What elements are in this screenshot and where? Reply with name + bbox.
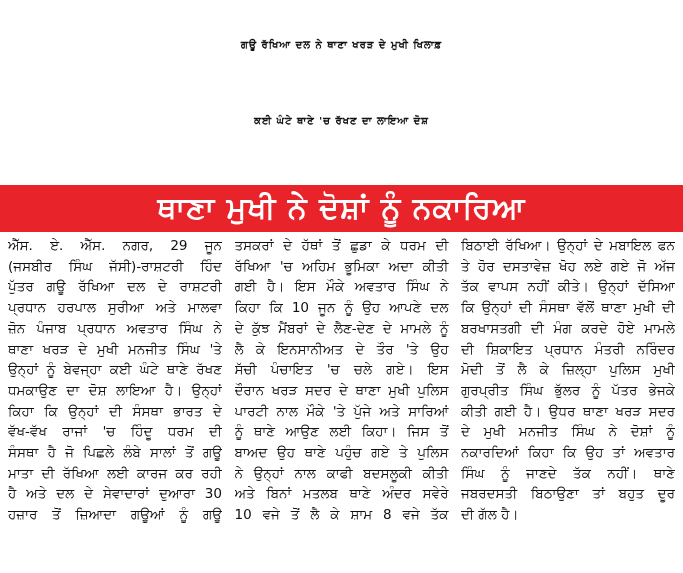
headline-line-2: ਕਈ ਘੰਟੇ ਥਾਣੇ 'ਚ ਰੱਖਣ ਦਾ ਲਾਇਆ ਦੋਸ਼ [254,116,429,127]
article-line: ਮਾਤਾ ਦੀ ਰੱਖਿਆ ਲਈ ਕਾਰਜ ਕਰ ਰਹੀ [8,465,222,482]
article-line: ਐੱਸ. ਏ. ਐੱਸ. ਨਗਰ, 29 ਜੂਨ [8,238,222,254]
headline-line-1: ਗਊ ਰੱਖਿਆ ਦਲ ਨੇ ਥਾਣਾ ਖਰੜ ਦੇ ਮੁਖੀ ਖਿਲਾਫ਼ [240,40,443,51]
article-line: ਪ੍ਰਧਾਨ ਹਰਪਾਲ ਸੁਰੀਆ ਅਤੇ ਮਾਲਵਾ [8,300,222,317]
article-line: ਨੂੰ ਥਾਣੇ ਆਉਣ ਲਈ ਕਿਹਾ। ਜਿਸ ਤੋਂ [234,424,449,441]
article-line: ਤਸਕਰਾਂ ਦੇ ਹੱਥਾਂ ਤੋਂ ਛੁਡਾ ਕੇ ਧਰਮ ਦੀ [234,238,449,254]
article-line: ਲੈ ਕੇ ਇਨਸਾਨੀਅਤ ਦੇ ਤੌਰ 'ਤੇ ਉਹ [234,341,449,358]
article-line: ਤੱਕ ਵਾਪਸ ਨਹੀਂ ਕੀਤੇ। ਉਨ੍ਹਾਂ ਦੱਸਿਆ [461,279,675,296]
subheadline: ਥਾਣਾ ਮੁਖੀ ਨੇ ਦੋਸ਼ਾਂ ਨੂੰ ਨਕਾਰਿਆ [157,191,526,226]
article-line: ਬਰਖਾਸਤਗੀ ਦੀ ਮੰਗ ਕਰਦੇ ਹੋਏ ਮਾਮਲੇ [461,320,675,337]
subheadline-banner [0,185,683,232]
article-line: ਬਾਅਦ ਉਹ ਥਾਣੇ ਪਹੁੰਚ ਗਏ ਤੇ ਪੁਲਿਸ [234,445,449,462]
article-line: ਜ਼ੋਨ ਪੰਜਾਬ ਪ੍ਰਧਾਨ ਅਵਤਾਰ ਸਿੰਘ ਨੇ [8,320,222,337]
article-line: ਗੁਰਪ੍ਰੀਤ ਸਿੰਘ ਭੁੱਲਰ ਨੂੰ ਪੱਤਰ ਭੇਜਕੇ [461,382,675,399]
article-line: ਸਿੰਘ ਨੂੰ ਜਾਣਦੇ ਤੱਕ ਨਹੀਂ। ਥਾਣੇ [461,465,675,482]
article-line: ਹੈ ਅਤੇ ਦਲ ਦੇ ਸੇਵਾਦਾਰਾਂ ਦੁਆਰਾ 30 [8,486,222,503]
article-line: ਅਤੇ ਬਿਨਾਂ ਮਤਲਬ ਥਾਣੇ ਅੰਦਰ ਸਵੇਰੇ [234,486,449,503]
article-line: ਰੱਖਿਆ 'ਚ ਅਹਿਮ ਭੂਮਿਕਾ ਅਦਾ ਕੀਤੀ [234,258,449,275]
article-body [8,236,675,568]
article-column-1 [8,236,222,568]
article-line: ਵੱਖ-ਵੱਖ ਰਾਜਾਂ 'ਚ ਹਿੰਦੂ ਧਰਮ ਦੀ [8,424,222,441]
article-line: ਦੀ ਸ਼ਿਕਾਇਤ ਪ੍ਰਧਾਨ ਮੰਤਰੀ ਨਰਿੰਦਰ [461,341,675,358]
article-line: ਬਿਠਾਈ ਰੱਖਿਆ। ਉਨ੍ਹਾਂ ਦੇ ਮਬਾਇਲ ਫਨ [461,238,675,254]
article-line: ਗਈ ਹੈ। ਇਸ ਮੌਕੇ ਅਵਤਾਰ ਸਿੰਘ ਨੇ [234,279,449,296]
article-line: ਪੁੱਤਰ ਗਊ ਰੱਖਿਆ ਦਲ ਦੇ ਰਾਸ਼ਟਰੀ [8,279,222,296]
article-line: ਸੰਸਥਾ ਹੈ ਜੋ ਪਿਛਲੇ ਲੰਬੇ ਸਾਲਾਂ ਤੋਂ ਗਊ [8,445,222,462]
article-line: (ਜਸਬੀਰ ਸਿੰਘ ਜੱਸੀ)-ਰਾਸ਼ਟਰੀ ਹਿੰਦ [8,258,222,275]
article-line: ਕਿਹਾ ਕਿ ਉਨ੍ਹਾਂ ਦੀ ਸੰਸਥਾ ਭਾਰਤ ਦੇ [8,403,222,420]
article-line: ਦੇ ਕੁੱਝ ਮੈਂਬਰਾਂ ਦੇ ਲੈਣ-ਦੇਣ ਦੇ ਮਾਮਲੇ ਨੂੰ [234,320,449,337]
article-line: ਮੋਦੀ ਤੋਂ ਲੈ ਕੇ ਜ਼ਿਲ੍ਹਾ ਪੁਲਿਸ ਮੁਖੀ [461,362,675,379]
article-line: ਕਿਹਾ ਕਿ 10 ਜੂਨ ਨੂੰ ਉਹ ਆਪਣੇ ਦਲ [234,300,449,317]
article-line: ਕੀਤੀ ਗਈ ਹੈ। ਉਧਰ ਥਾਣਾ ਖਰੜ ਸਦਰ [461,403,675,420]
article-column-3 [461,236,675,568]
article-line: ਨਕਾਰਦਿਆਂ ਕਿਹਾ ਕਿ ਉਹ ਤਾਂ ਅਵਤਾਰ [461,445,675,462]
article-line: ਧਮਕਾਉਣ ਦਾ ਦੋਸ਼ ਲਾਇਆ ਹੈ। ਉਨ੍ਹਾਂ [8,382,222,399]
article-line: 10 ਵਜੇ ਤੋਂ ਲੈ ਕੇ ਸ਼ਾਮ 8 ਵਜੇ ਤੱਕ [234,507,449,524]
article-column-2 [235,236,449,568]
article-line: ਕਿ ਉਨ੍ਹਾਂ ਦੀ ਸੰਸਥਾ ਵੱਲੋਂ ਥਾਣਾ ਮੁਖੀ ਦੀ [461,300,675,317]
article-line: ਤੇ ਹੋਰ ਦਸਤਾਵੇਜ਼ ਖੋਹ ਲਏ ਗਏ ਜੋ ਅੱਜ [461,258,675,275]
article-line: ਦੇ ਮੁਖੀ ਮਨਜੀਤ ਸਿੰਘ ਨੇ ਦੋਸ਼ਾਂ ਨੂੰ [461,424,675,441]
article-line: ਥਾਣਾ ਖਰੜ ਦੇ ਮੁਖੀ ਮਨਜੀਤ ਸਿੰਘ 'ਤੇ [8,341,222,358]
article-line: ਪਾਰਟੀ ਨਾਲ ਮੌਕੇ 'ਤੇ ਪੁੱਜੇ ਅਤੇ ਸਾਰਿਆਂ [234,403,449,420]
article-line: ਉਨ੍ਹਾਂ ਨੂੰ ਬੇਵਜ੍ਹਾ ਕਈ ਘੰਟੇ ਥਾਣੇ ਰੱਖਣ [8,362,222,379]
article-line: ਦੌਰਾਨ ਖਰੜ ਸਦਰ ਦੇ ਥਾਣਾ ਮੁਖੀ ਪੁਲਿਸ [234,382,449,399]
article-line: ਦੀ ਗੱਲ ਹੈ। [461,507,519,524]
article-line: ਜਬਰਦਸਤੀ ਬਿਠਾਉਣਾ ਤਾਂ ਬਹੁਤ ਦੂਰ [461,486,675,503]
article-line: ਹਜ਼ਾਰ ਤੋਂ ਜ਼ਿਆਦਾ ਗਊਆਂ ਨੂੰ ਗਊ [8,507,222,524]
article-line: ਨੇ ਉਨ੍ਹਾਂ ਨਾਲ ਕਾਫੀ ਬਦਸਲੂਕੀ ਕੀਤੀ [234,465,449,482]
article-line: ਸੱਚੀ ਪੰਚਾਇਤ 'ਚ ਚਲੇ ਗਏ। ਇਸ [234,362,449,379]
